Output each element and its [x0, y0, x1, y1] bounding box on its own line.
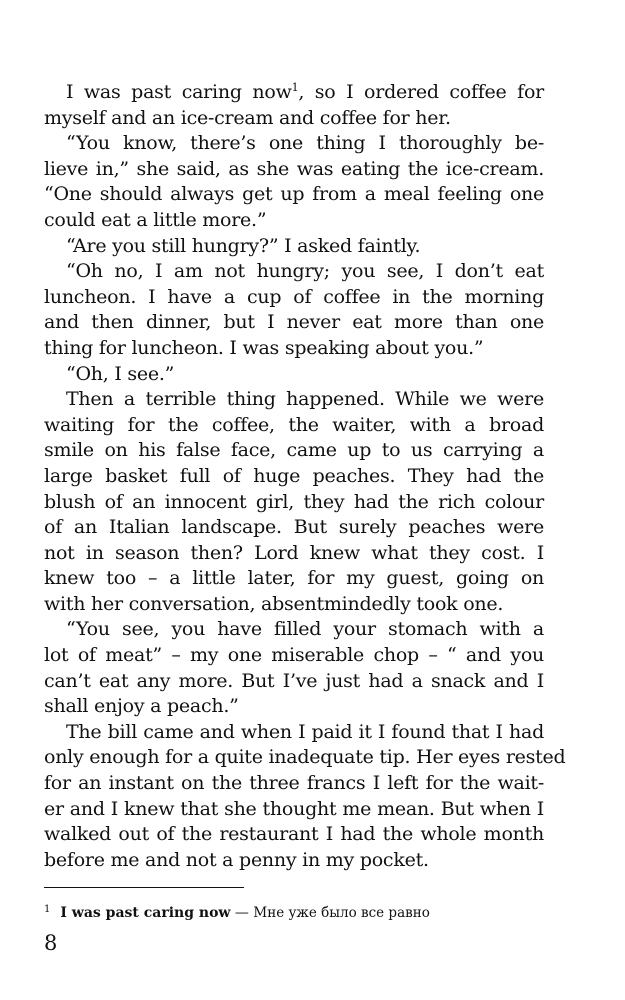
text-line: only enough for a quite inadequate tip. Her eyes rested	[44, 746, 566, 769]
text-line: The bill came and when I paid it I found that I had	[66, 720, 544, 743]
text-line: “Are you still hungry?” I asked faintly.	[66, 234, 421, 257]
text-line: can’t eat any more. But I’ve just had a snack and I	[44, 669, 544, 692]
text-line: waiting for the coffee, the waiter, with a broad	[44, 413, 544, 436]
text-line: for an instant on the three francs I left for the wait-	[44, 772, 544, 795]
text-line: knew too – a little later, for my guest, going on	[44, 567, 544, 590]
page-number: 8	[44, 931, 58, 955]
text-line: “One should always get up from a meal feeling one	[44, 183, 544, 206]
text-line: smile on his false face, came up to us carrying a	[44, 439, 544, 462]
text-line: blush of an innocent girl, they had the rich colour	[44, 490, 544, 513]
text-line: lot of meat” – my one miserable chop – “ and you	[44, 644, 544, 667]
text-line: shall enjoy a peach.”	[44, 695, 239, 718]
text-line: not in season then? Lord knew what they cost. I	[44, 541, 544, 564]
text-line: Then a terrible thing happened. While we were	[66, 388, 544, 411]
footnote-divider	[44, 887, 244, 888]
text-line: I was past caring now$^1$, so I ordered coffee for	[66, 81, 544, 103]
text-line: “You know, there’s one thing I thoroughly be-	[66, 132, 544, 155]
body-text	[44, 80, 566, 873]
footnote-term: I was past caring now	[60, 905, 231, 921]
text-line: thing for luncheon. I was speaking about you.”	[44, 336, 484, 359]
text-line: myself and an ice-cream and coffee for her.	[44, 106, 451, 129]
text-line: could eat a little more.”	[44, 208, 267, 231]
text-line: “Oh, I see.”	[66, 362, 175, 385]
footnote-number: 1	[44, 904, 51, 915]
text-line: before me and not a penny in my pocket.	[44, 848, 429, 871]
text-line: walked out of the restaurant I had the whole month	[44, 823, 544, 846]
text-line: large basket full of huge peaches. They had the	[44, 464, 544, 487]
footnote	[44, 900, 544, 923]
text-line: er and I knew that she thought me mean. But when I	[44, 797, 544, 820]
text-line: “You see, you have filled your stomach with a	[66, 618, 544, 641]
text-line: “Oh no, I am not hungry; you see, I don’t eat	[66, 260, 544, 283]
text-line: luncheon. I have a cup of coffee in the morning	[44, 285, 544, 308]
footnote-translation: Мне уже было все равно	[253, 905, 430, 921]
text-line: of an Italian landscape. But surely peaches were	[44, 516, 544, 539]
footnote-reference: 1	[291, 81, 299, 94]
text-line: lieve in,” she said, as she was eating the ice-cream.	[44, 157, 544, 180]
text-line: with her conversation, absentmindedly took one.	[44, 592, 504, 615]
text-line: and then dinner, but I never eat more than one	[44, 311, 544, 334]
footnote-dash: —	[230, 905, 254, 921]
